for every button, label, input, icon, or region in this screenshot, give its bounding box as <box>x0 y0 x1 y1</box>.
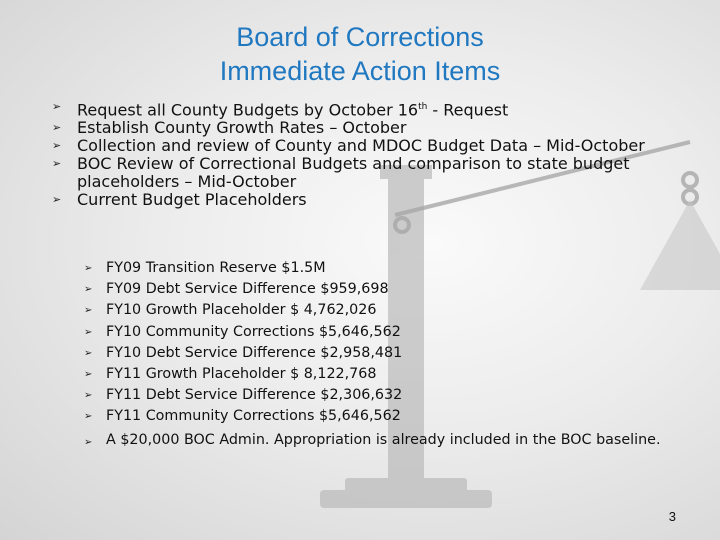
sub-bullet-item <box>84 364 664 385</box>
sub-bullet-text: FY11 Community Corrections $5,646,562 <box>106 408 401 425</box>
arrow-bullet-icon: ➢ <box>84 411 93 423</box>
bullet-item <box>52 119 652 137</box>
bullet-text: Request all County Budgets by October 16 <box>77 100 419 120</box>
title-line-1: Board of Corrections <box>236 22 484 52</box>
arrow-bullet-icon: ➢ <box>52 139 62 153</box>
sub-bullet-text: FY10 Debt Service Difference $2,958,481 <box>106 344 403 361</box>
bullet-item <box>52 191 652 209</box>
bullet-text: BOC Review of Correctional Budgets and comparison to state budget placeholders – Mid-October <box>77 154 630 192</box>
sub-bullet-item <box>84 385 664 406</box>
arrow-bullet-icon: ➢ <box>52 193 62 207</box>
main-bullet-list <box>52 98 652 209</box>
bullet-item <box>52 155 652 191</box>
sub-bullet-text: FY11 Debt Service Difference $2,306,632 <box>106 387 403 404</box>
bullet-superscript: th <box>418 102 428 112</box>
arrow-bullet-icon: ➢ <box>84 390 93 402</box>
sub-bullet-text: FY10 Growth Placeholder $ 4,762,026 <box>106 302 377 319</box>
sub-bullet-text: FY09 Transition Reserve $1.5M <box>106 260 326 276</box>
sub-bullet-item <box>84 428 664 448</box>
arrow-bullet-icon: ➢ <box>84 263 93 274</box>
sub-bullet-item <box>84 279 664 300</box>
arrow-bullet-icon: ➢ <box>52 100 62 113</box>
bullet-text: Establish County Growth Rates – October <box>77 118 407 138</box>
bullet-text-suffix: - Request <box>427 100 509 120</box>
sub-bullet-text: FY10 Community Corrections $5,646,562 <box>106 323 401 340</box>
arrow-bullet-icon: ➢ <box>84 347 93 359</box>
bullet-text: Current Budget Placeholders <box>77 190 307 210</box>
page-number: 3 <box>668 509 676 524</box>
arrow-bullet-icon: ➢ <box>84 284 93 296</box>
arrow-bullet-icon: ➢ <box>84 369 93 381</box>
arrow-bullet-icon: ➢ <box>52 121 62 135</box>
bullet-text: Collection and review of County and MDOC Budget Data – Mid-October <box>77 136 645 156</box>
title-line-2: Immediate Action Items <box>219 56 501 86</box>
sub-bullet-item <box>84 258 664 279</box>
slide-title <box>0 20 720 88</box>
sub-bullet-text: A $20,000 BOC Admin. Appropriation is already included in the BOC baseline. <box>106 431 661 448</box>
arrow-bullet-icon: ➢ <box>84 305 93 317</box>
bullet-item <box>52 137 652 155</box>
arrow-bullet-icon: ➢ <box>52 157 62 171</box>
bullet-item <box>52 98 652 119</box>
arrow-bullet-icon: ➢ <box>84 326 93 338</box>
sub-bullet-item <box>84 406 664 427</box>
sub-bullet-text: FY11 Growth Placeholder $ 8,122,768 <box>106 366 377 383</box>
sub-bullet-item <box>84 300 664 321</box>
sub-bullet-item <box>84 343 664 364</box>
sub-bullet-item <box>84 322 664 343</box>
sub-bullet-text: FY09 Debt Service Difference $959,698 <box>106 281 389 298</box>
sub-bullet-list <box>84 258 664 448</box>
arrow-bullet-icon: ➢ <box>84 436 93 448</box>
